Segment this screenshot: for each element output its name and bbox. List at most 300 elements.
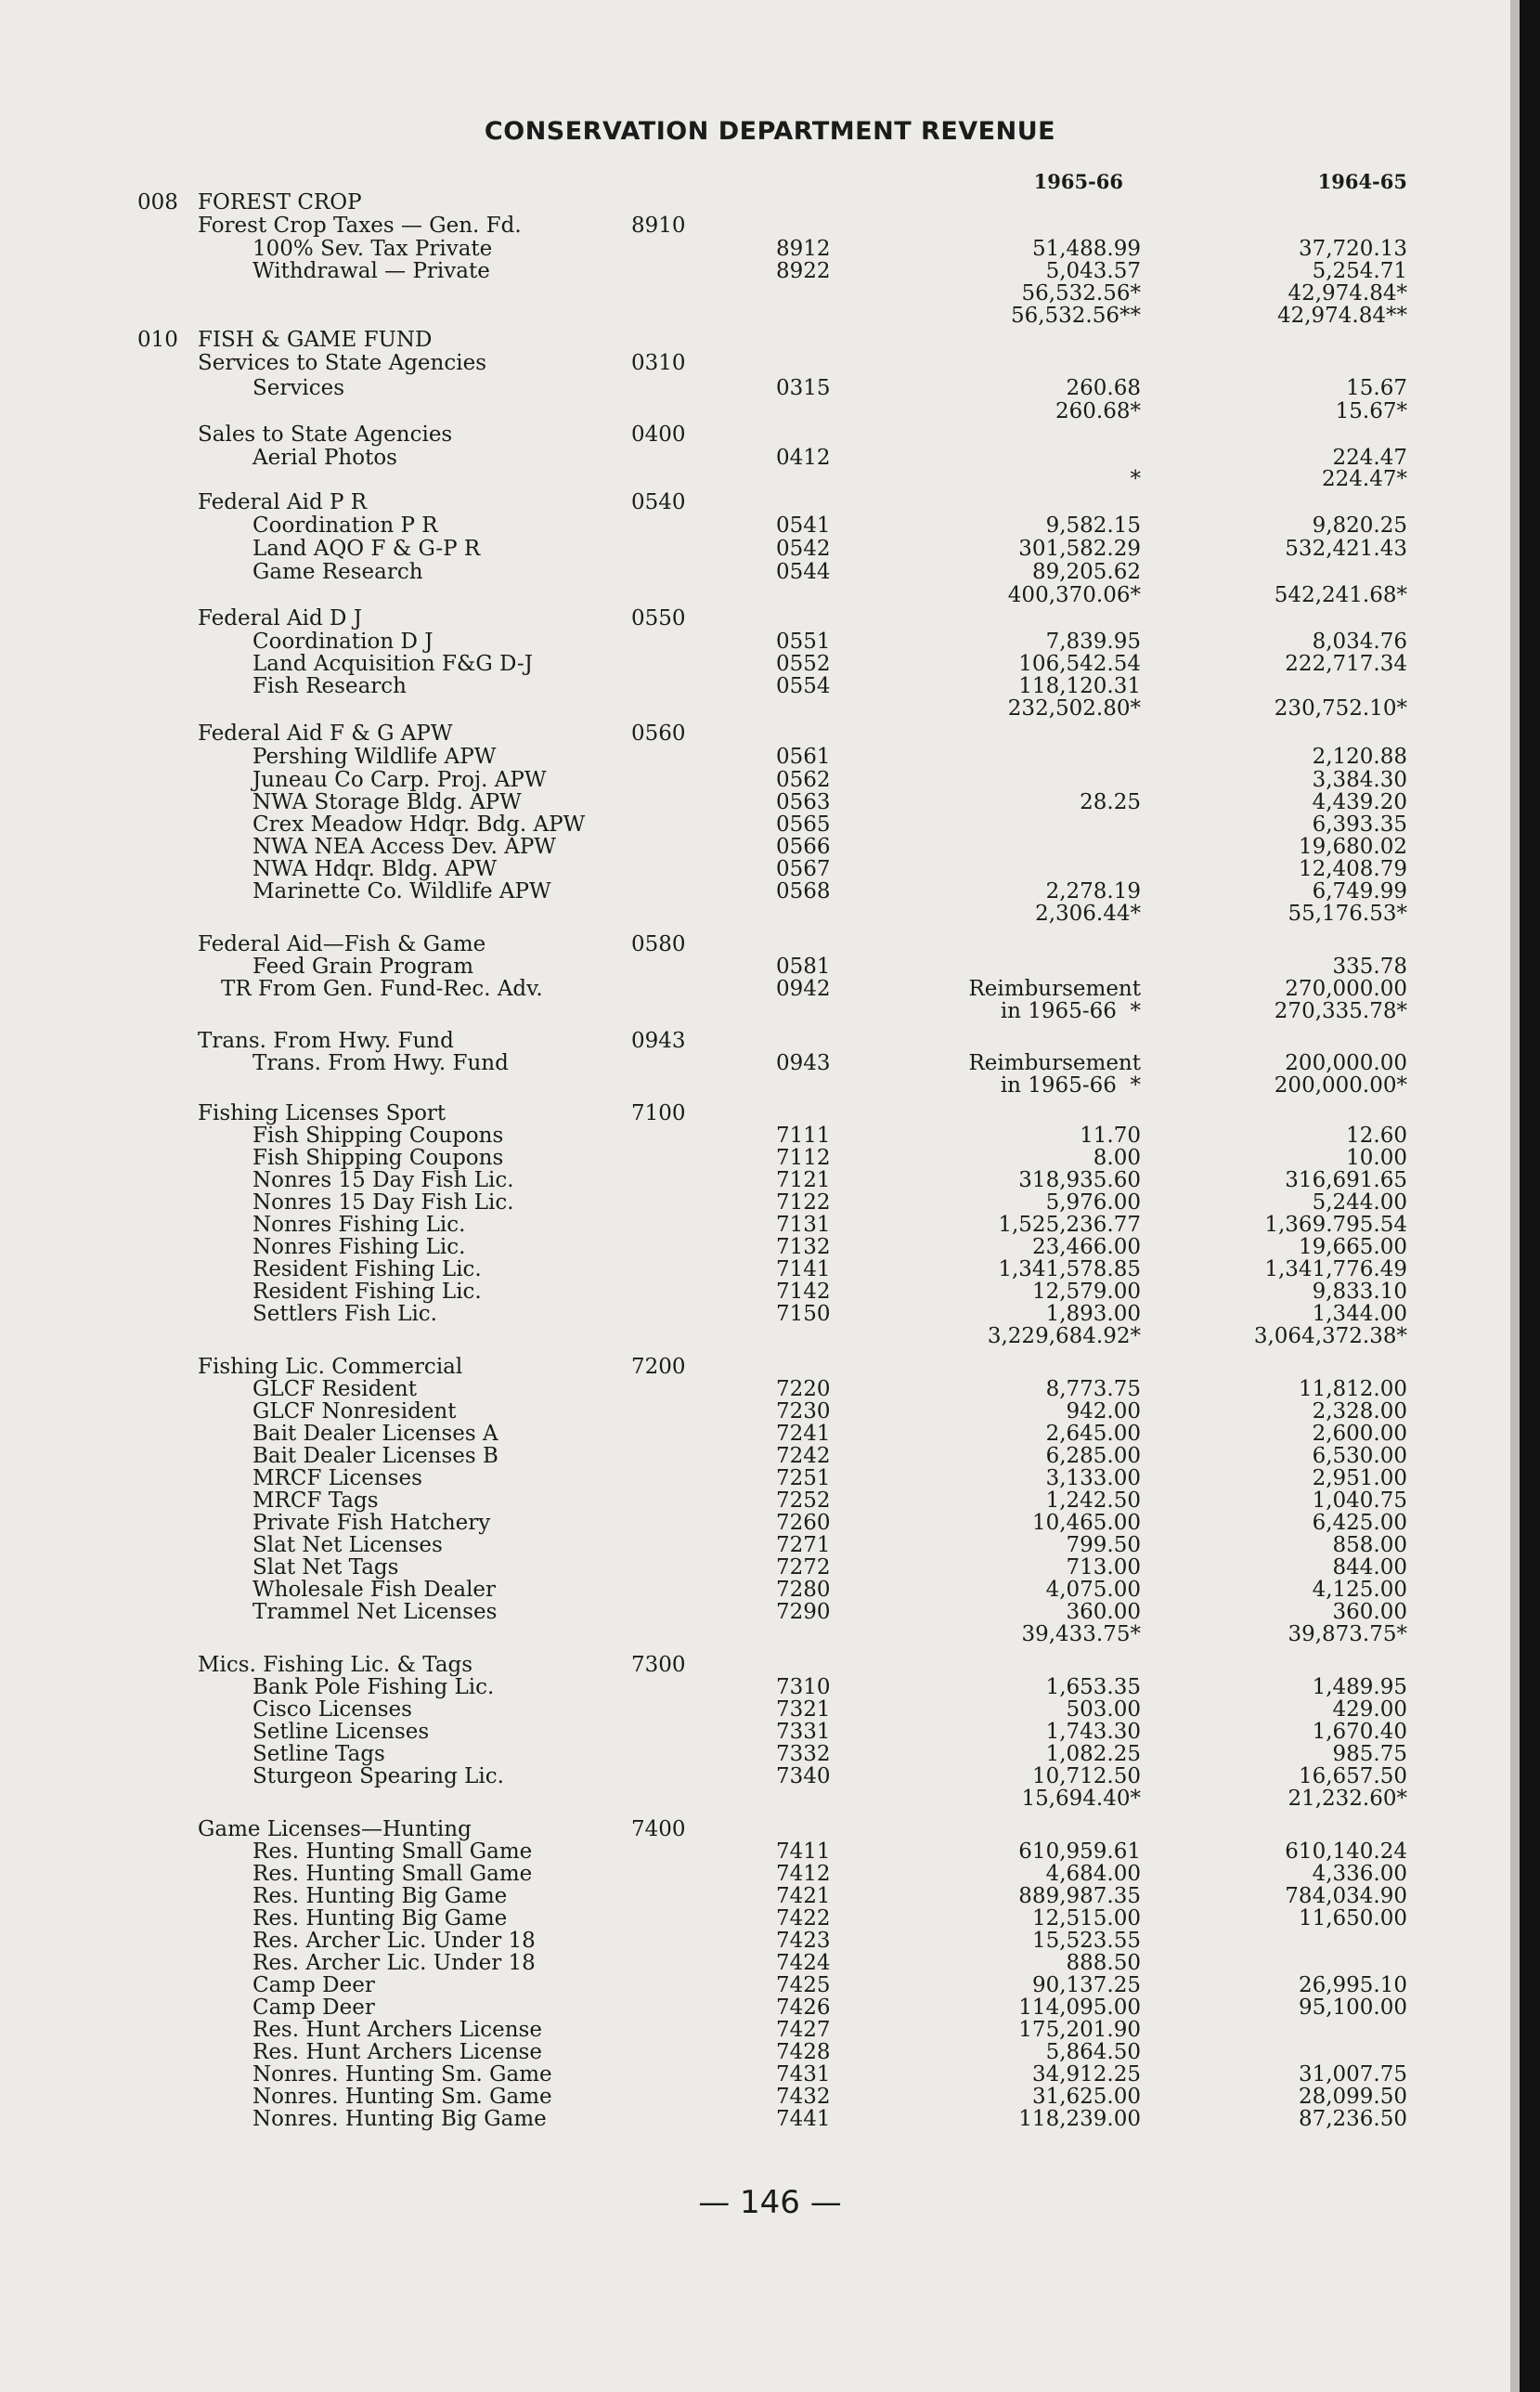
sub-account-code: 7424 [776,1951,831,1975]
table-row [0,260,1540,283]
table-row [0,722,1540,746]
table-row [0,1445,1540,1468]
amount-1965-66: 11.70 [1080,1124,1141,1148]
table-row [0,858,1540,881]
sub-account-code: 7310 [776,1675,831,1699]
amount-1964-65: 2,951.00 [1312,1466,1407,1490]
sub-account-code: 7251 [776,1466,831,1490]
sub-account-code: 0565 [776,812,831,837]
amount-1964-65: 316,691.65 [1285,1168,1407,1192]
table-row [0,191,1540,214]
table-row [0,1534,1540,1557]
row-description: Fishing Lic. Commercial [198,1355,463,1379]
amount-1965-66: 1,341,578.85 [998,1257,1141,1281]
account-code: 0310 [631,351,686,375]
amount-1964-65: 6,393.35 [1312,812,1407,837]
sub-account-code: 7272 [776,1555,831,1580]
amount-1964-65: 335.78 [1332,955,1407,979]
row-description: Res. Hunting Big Game [252,1884,508,1908]
sub-account-code: 7412 [776,1862,831,1886]
sub-account-code: 7425 [776,1973,831,1997]
amount-1965-66: 3,229,684.92* [987,1324,1141,1348]
amount-1965-66: 1,242.50 [1045,1488,1141,1513]
amount-1964-65: 1,341,776.49 [1264,1257,1407,1281]
amount-1964-65: 15.67 [1346,376,1407,400]
table-row [0,1676,1540,1699]
sub-account-code: 7242 [776,1444,831,1468]
row-description: Feed Grain Program [252,955,474,979]
row-description: Res. Archer Lic. Under 18 [252,1951,536,1975]
amount-1965-66: 503.00 [1066,1697,1141,1722]
row-description: Coordination P R [252,514,438,538]
sub-account-code: 7131 [776,1213,831,1237]
page-number: — 146 — [698,2184,842,2221]
row-description: Aerial Photos [252,446,397,470]
amount-1965-66: 5,043.57 [1045,259,1141,283]
account-code: 0560 [631,722,686,746]
sub-account-code: 0544 [776,560,831,584]
row-description: Bank Pole Fishing Lic. [252,1675,495,1699]
table-row [0,538,1540,561]
table-row [0,933,1540,956]
sub-account-code: 0561 [776,745,831,769]
sub-account-code: 7220 [776,1377,831,1401]
row-description: Fish Research [252,674,407,698]
amount-1965-66: 2,306.44* [1035,902,1141,926]
amount-1964-65: 542,241.68* [1274,583,1407,607]
table-row [0,978,1540,1001]
table-row [0,1765,1540,1788]
row-description: NWA Storage Bldg. APW [252,790,522,814]
row-description: Federal Aid D J [198,606,362,630]
amount-1965-66: 360.00 [1066,1600,1141,1624]
amount-1965-66: 610,959.61 [1018,1840,1141,1864]
account-code: 7200 [631,1355,686,1379]
row-description: Sales to State Agencies [198,422,453,447]
amount-1964-65: 2,120.88 [1312,745,1407,769]
table-row [0,2063,1540,2086]
sub-account-code: 7142 [776,1280,831,1304]
sub-account-code: 7271 [776,1533,831,1557]
account-code: 0580 [631,932,686,956]
amount-1965-66: 10,712.50 [1031,1764,1141,1788]
amount-1965-66: 889,987.35 [1018,1884,1141,1908]
sub-account-code: 0566 [776,835,831,859]
amount-1965-66: 400,370.06* [1007,583,1141,607]
amount-1964-65: 16,657.50 [1298,1764,1407,1788]
row-description: Forest Crop Taxes — Gen. Fd. [198,214,522,238]
sub-account-code: 0562 [776,768,831,792]
sub-account-code: 0581 [776,955,831,979]
table-row [0,1840,1540,1864]
table-row [0,238,1540,261]
sub-account-code: 7280 [776,1578,831,1602]
amount-1964-65: 31,007.75 [1298,2062,1407,2086]
table-row [0,1030,1540,1053]
table-row [0,2041,1540,2064]
row-description: Services [252,376,345,400]
amount-1965-66: 260.68 [1066,376,1141,400]
row-description: MRCF Licenses [252,1466,422,1490]
table-row [0,1907,1540,1930]
table-row [0,769,1540,792]
row-description: NWA Hdqr. Bldg. APW [252,857,498,881]
sub-account-code: 0551 [776,630,831,654]
row-description: Nonres 15 Day Fish Lic. [252,1168,514,1192]
sub-account-code: 7321 [776,1697,831,1722]
account-code: 0943 [631,1029,686,1053]
table-row [0,1743,1540,1766]
amount-1965-66: 34,912.25 [1031,2062,1141,2086]
page-title: CONSERVATION DEPARTMENT REVENUE [484,117,1056,146]
amount-1964-65: 15.67* [1335,399,1407,423]
amount-1965-66: 7,839.95 [1045,630,1141,654]
table-row [0,1654,1540,1677]
amount-1964-65: 844.00 [1332,1555,1407,1580]
amount-1964-65: 270,000.00 [1285,977,1407,1001]
amount-1964-65: 784,034.90 [1285,1884,1407,1908]
sub-account-code: 0942 [776,977,831,1001]
row-description: Sturgeon Spearing Lic. [252,1764,504,1788]
sub-account-code: 7150 [776,1302,831,1326]
amount-1964-65: 230,752.10* [1274,696,1407,721]
amount-1964-65: 95,100.00 [1298,1996,1407,2020]
row-description: GLCF Resident [252,1377,417,1401]
row-description: Camp Deer [252,1996,375,2020]
amount-1965-66: 118,239.00 [1018,2107,1141,2131]
sub-account-code: 8912 [776,237,831,261]
sub-account-code: 0412 [776,446,831,470]
table-row [0,1698,1540,1722]
amount-1965-66: Reimbursement [968,1051,1141,1075]
account-code: 7100 [631,1101,686,1125]
row-description: Game Research [252,560,423,584]
amount-1965-66: 1,082.25 [1045,1742,1141,1766]
amount-1965-66: 23,466.00 [1031,1235,1141,1259]
amount-1964-65: 360.00 [1332,1600,1407,1624]
amount-1964-65: 10.00 [1346,1146,1407,1170]
row-description: Crex Meadow Hdqr. Bdg. APW [252,812,586,837]
table-row [0,1489,1540,1513]
table-row [0,697,1540,721]
table-row [0,1356,1540,1379]
amount-1965-66: 301,582.29 [1018,537,1141,561]
sub-account-code: 7260 [776,1511,831,1535]
table-row [0,491,1540,514]
sub-account-code: 7428 [776,2040,831,2064]
amount-1965-66: 942.00 [1066,1399,1141,1424]
sub-account-code: 7141 [776,1257,831,1281]
row-description: Trammel Net Licenses [252,1600,498,1624]
row-description: Fishing Licenses Sport [198,1101,446,1125]
amount-1965-66: 2,278.19 [1045,879,1141,904]
sub-account-code: 7122 [776,1190,831,1215]
table-row [0,813,1540,837]
row-description: Trans. From Hwy. Fund [198,1029,454,1053]
row-description: Private Fish Hatchery [252,1511,491,1535]
amount-1964-65: 985.75 [1332,1742,1407,1766]
table-row [0,1000,1540,1023]
amount-1965-66: 175,201.90 [1018,2018,1141,2042]
table-row [0,1169,1540,1192]
table-row [0,1214,1540,1237]
row-description: Trans. From Hwy. Fund [252,1051,509,1075]
amount-1964-65: 11,650.00 [1298,1906,1407,1930]
row-description: MRCF Tags [252,1488,379,1513]
table-row [0,1601,1540,1624]
amount-1964-65: 37,720.13 [1298,237,1407,261]
sub-account-code: 7112 [776,1146,831,1170]
table-row [0,1818,1540,1841]
row-description: Withdrawal — Private [252,259,490,283]
table-row [0,653,1540,676]
amount-1965-66: 8.00 [1093,1146,1141,1170]
sub-account-code: 7241 [776,1422,831,1446]
amount-1965-66: 39,433.75* [1021,1622,1141,1646]
table-row [0,880,1540,904]
amount-1964-65: 1,369.795.54 [1264,1213,1407,1237]
table-row [0,282,1540,306]
table-row [0,1325,1540,1348]
account-code: 0550 [631,606,686,630]
row-description: Resident Fishing Lic. [252,1257,482,1281]
table-row [0,746,1540,769]
amount-1964-65: 1,670.40 [1312,1720,1407,1744]
row-description: Federal Aid F & G APW [198,722,453,746]
amount-1965-66: 56,532.56** [1010,304,1141,328]
amount-1965-66: 51,488.99 [1031,237,1141,261]
row-description: NWA NEA Access Dev. APW [252,835,556,859]
row-description: Nonres. Hunting Sm. Game [252,2085,552,2109]
sub-account-code: 7423 [776,1929,831,1953]
amount-1964-65: 858.00 [1332,1533,1407,1557]
row-description: Setline Licenses [252,1720,430,1744]
amount-1964-65: 6,530.00 [1312,1444,1407,1468]
row-description: Services to State Agencies [198,351,487,375]
amount-1965-66: 2,645.00 [1045,1422,1141,1446]
amount-1964-65: 19,680.02 [1298,835,1407,859]
amount-1964-65: 3,384.30 [1312,768,1407,792]
row-description: Setline Tags [252,1742,385,1766]
amount-1964-65: 9,833.10 [1312,1280,1407,1304]
amount-1964-65: 26,995.10 [1298,1973,1407,1997]
amount-1964-65: 42,974.84** [1276,304,1407,328]
row-description: Res. Hunt Archers License [252,2040,542,2064]
sub-account-code: 7411 [776,1840,831,1864]
fund-number: 010 [137,328,178,352]
amount-1965-66: 15,694.40* [1021,1787,1141,1811]
amount-1965-66: 8,773.75 [1045,1377,1141,1401]
amount-1964-65: 55,176.53* [1288,902,1407,926]
amount-1964-65: 1,489.95 [1312,1675,1407,1699]
table-row [0,1303,1540,1326]
row-description: Marinette Co. Wildlife APW [252,879,551,904]
amount-1965-66: 1,653.35 [1045,1675,1141,1699]
row-description: TR From Gen. Fund-Rec. Adv. [221,977,543,1001]
amount-1964-65: 39,873.75* [1288,1622,1407,1646]
amount-1965-66: 90,137.25 [1031,1973,1141,1997]
amount-1964-65: 1,344.00 [1312,1302,1407,1326]
table-row [0,400,1540,423]
table-row [0,1721,1540,1744]
table-row [0,1467,1540,1490]
amount-1965-66: 888.50 [1066,1951,1141,1975]
table-row [0,956,1540,979]
row-description: Federal Aid—Fish & Game [198,932,486,956]
column-header-1965-66: 1965-66 [1033,170,1123,193]
amount-1964-65: 4,439.20 [1312,790,1407,814]
table-row [0,468,1540,491]
row-description: Bait Dealer Licenses B [252,1444,498,1468]
sub-account-code: 7332 [776,1742,831,1766]
amount-1964-65: 270,335.78* [1274,999,1407,1023]
row-description: Land AQO F & G-P R [252,537,481,561]
amount-1964-65: 200,000.00 [1285,1051,1407,1075]
amount-1964-65: 21,232.60* [1288,1787,1407,1811]
amount-1964-65: 2,600.00 [1312,1422,1407,1446]
sub-account-code: 7230 [776,1399,831,1424]
sub-account-code: 7441 [776,2107,831,2131]
table-row [0,1512,1540,1535]
account-code: 7400 [631,1817,686,1841]
sub-account-code: 8922 [776,259,831,283]
table-row [0,329,1540,352]
amount-1964-65: 11,812.00 [1298,1377,1407,1401]
row-description: Pershing Wildlife APW [252,745,497,769]
account-code: 0400 [631,422,686,447]
row-description: Fish Shipping Coupons [252,1146,504,1170]
sub-account-code: 7427 [776,2018,831,2042]
amount-1965-66: 232,502.80* [1007,696,1141,721]
amount-1965-66: 318,935.60 [1018,1168,1141,1192]
amount-1964-65: 5,254.71 [1312,259,1407,283]
account-code: 0540 [631,490,686,514]
amount-1965-66: 5,976.00 [1045,1190,1141,1215]
amount-1965-66: 3,133.00 [1045,1466,1141,1490]
amount-1965-66: * [1130,467,1141,491]
table-row [0,214,1540,238]
amount-1965-66: 4,075.00 [1045,1578,1141,1602]
amount-1965-66: 5,864.50 [1045,2040,1141,2064]
row-description: Nonres 15 Day Fish Lic. [252,1190,514,1215]
sub-account-code: 7432 [776,2085,831,2109]
sub-account-code: 7121 [776,1168,831,1192]
amount-1965-66: 118,120.31 [1018,674,1141,698]
amount-1965-66: 12,515.00 [1031,1906,1141,1930]
sub-account-code: 7422 [776,1906,831,1930]
amount-1964-65: 1,040.75 [1312,1488,1407,1513]
row-description: Res. Hunt Archers License [252,2018,542,2042]
amount-1964-65: 610,140.24 [1285,1840,1407,1864]
account-code: 8910 [631,214,686,238]
sub-account-code: 7111 [776,1124,831,1148]
amount-1965-66: 6,285.00 [1045,1444,1141,1468]
row-description: Federal Aid P R [198,490,368,514]
table-row [0,447,1540,470]
amount-1965-66: 28.25 [1080,790,1141,814]
amount-1964-65: 429.00 [1332,1697,1407,1722]
row-description: Coordination D J [252,630,434,654]
amount-1965-66: 1,525,236.77 [998,1213,1141,1237]
amount-1965-66: 799.50 [1066,1533,1141,1557]
sub-account-code: 7331 [776,1720,831,1744]
amount-1964-65: 19,665.00 [1298,1235,1407,1259]
row-description: Juneau Co Carp. Proj. APW [252,768,547,792]
row-description: Fish Shipping Coupons [252,1124,504,1148]
amount-1965-66: 713.00 [1066,1555,1141,1580]
table-row [0,630,1540,654]
sub-account-code: 0315 [776,376,831,400]
amount-1965-66: 15,523.55 [1031,1929,1141,1953]
row-description: GLCF Nonresident [252,1399,457,1424]
amount-1964-65: 222,717.34 [1285,652,1407,676]
amount-1964-65: 87,236.50 [1298,2107,1407,2131]
amount-1964-65: 224.47 [1332,446,1407,470]
row-description: FOREST CROP [198,190,362,214]
table-row [0,561,1540,584]
table-row [0,903,1540,926]
row-description: Mics. Fishing Lic. & Tags [198,1653,473,1677]
sub-account-code: 7421 [776,1884,831,1908]
table-row [0,1147,1540,1170]
amount-1965-66: 10,465.00 [1031,1511,1141,1535]
table-row [0,423,1540,447]
table-row [0,607,1540,630]
table-row [0,1423,1540,1446]
row-description: Slat Net Tags [252,1555,399,1580]
row-description: Wholesale Fish Dealer [252,1578,497,1602]
row-description: Camp Deer [252,1973,375,1997]
table-row [0,377,1540,400]
table-row [0,791,1540,814]
sub-account-code: 7426 [776,1996,831,2020]
row-description: Cisco Licenses [252,1697,412,1722]
amount-1964-65: 42,974.84* [1288,281,1407,306]
table-row [0,1952,1540,1975]
sub-account-code: 0552 [776,652,831,676]
amount-1965-66: 12,579.00 [1031,1280,1141,1304]
amount-1964-65: 12.60 [1346,1124,1407,1148]
table-row [0,1236,1540,1259]
table-row [0,1124,1540,1148]
amount-1965-66: 4,684.00 [1045,1862,1141,1886]
table-row [0,2019,1540,2042]
row-description: Resident Fishing Lic. [252,1280,482,1304]
table-row [0,584,1540,607]
amount-1965-66: 9,582.15 [1045,514,1141,538]
row-description: Settlers Fish Lic. [252,1302,437,1326]
table-row [0,1885,1540,1908]
row-description: Nonres Fishing Lic. [252,1235,466,1259]
table-row [0,1930,1540,1953]
sub-account-code: 0563 [776,790,831,814]
sub-account-code: 7290 [776,1600,831,1624]
table-row [0,1074,1540,1098]
amount-1965-66: 89,205.62 [1031,560,1141,584]
amount-1964-65: 3,064,372.38* [1253,1324,1407,1348]
amount-1964-65: 12,408.79 [1298,857,1407,881]
table-row [0,1556,1540,1580]
table-row [0,1996,1540,2020]
table-row [0,1788,1540,1811]
amount-1964-65: 4,336.00 [1312,1862,1407,1886]
row-description: Slat Net Licenses [252,1533,443,1557]
row-description: Land Acquisition F&G D-J [252,652,533,676]
sub-account-code: 7431 [776,2062,831,2086]
table-row [0,2086,1540,2109]
amount-1965-66: 106,542.54 [1018,652,1141,676]
sub-account-code: 0542 [776,537,831,561]
